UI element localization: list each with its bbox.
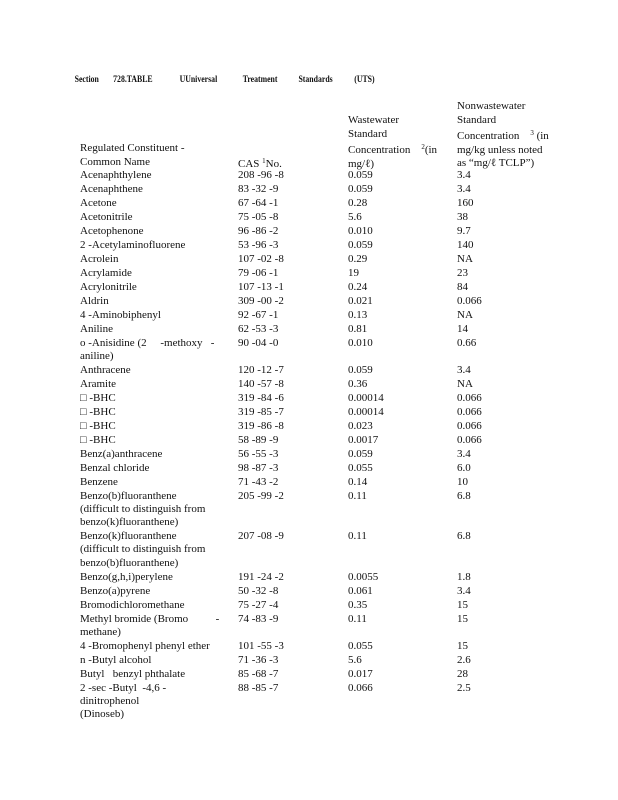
constituent-name: 4 -Aminobiphenyl	[80, 308, 161, 321]
table-row	[0, 197, 618, 210]
constituent-name: 2 -Acetylaminofluorene	[80, 238, 186, 251]
constituent-name: Aniline	[80, 322, 113, 335]
constituent-table	[0, 169, 618, 721]
nonwastewater-value: 6.8	[457, 489, 471, 502]
wastewater-value: 0.29	[348, 252, 368, 265]
wastewater-value: 0.14	[348, 475, 368, 488]
nonwastewater-value: 0.066	[457, 391, 482, 404]
nonwastewater-value: 0.066	[457, 419, 482, 432]
wastewater-value: 5.6	[348, 653, 362, 666]
cas-number: 53 -96 -3	[238, 238, 279, 251]
wastewater-value: 0.017	[348, 667, 373, 680]
constituent-name: Bromodichloromethane	[80, 598, 185, 611]
wastewater-value: 0.010	[348, 336, 373, 349]
nonwastewater-value: 15	[457, 639, 468, 652]
table-row	[0, 295, 618, 308]
nonwastewater-value: 3.4	[457, 364, 471, 376]
table-row	[0, 169, 618, 182]
wastewater-value: 0.059	[348, 447, 373, 460]
table-row	[0, 448, 618, 461]
cas-number: 50 -32 -8	[238, 584, 279, 597]
nonwastewater-value: 3.4	[457, 182, 471, 195]
nonwastewater-value: 15	[457, 598, 468, 611]
nonwastewater-value: NA	[457, 377, 473, 390]
constituent-name: Benzo(b)fluoranthene (difficult to distinguish from benzo(k)fluoranthene)	[80, 489, 206, 529]
constituent-name: n -Butyl alcohol	[80, 653, 152, 666]
wastewater-value: 0.023	[348, 419, 373, 432]
nonwastewater-value: 0.66	[457, 336, 477, 349]
cas-number: 319 -84 -6	[238, 391, 284, 404]
table-title-part: Standards	[298, 75, 333, 85]
wastewater-value: 0.11	[348, 612, 367, 625]
constituent-name: Acrolein	[80, 252, 119, 265]
column-header-cas: CAS $^1$No.	[238, 157, 282, 170]
cas-number: 92 -67 -1	[238, 308, 279, 321]
cas-number: 79 -06 -1	[238, 266, 279, 279]
table-row	[0, 267, 618, 280]
wastewater-value: 0.066	[348, 681, 373, 694]
constituent-name: Acetone	[80, 196, 117, 209]
cas-number: 75 -05 -8	[238, 210, 279, 223]
cas-number: 191 -24 -2	[238, 570, 284, 583]
cas-number: 96 -86 -2	[238, 224, 279, 237]
constituent-name: Methyl bromide (Bromo - methane)	[80, 612, 220, 638]
wastewater-value: 0.055	[348, 639, 373, 652]
nonwastewater-value: 23	[457, 266, 468, 279]
cas-number: 83 -32 -9	[238, 182, 279, 195]
constituent-name: Acetophenone	[80, 224, 144, 237]
table-row	[0, 211, 618, 224]
cas-number: 71 -43 -2	[238, 475, 279, 488]
wastewater-value: 0.24	[348, 280, 368, 293]
cas-number: 74 -83 -9	[238, 612, 279, 625]
cas-number: 140 -57 -8	[238, 377, 284, 390]
table-row	[0, 530, 618, 570]
wastewater-value: 0.059	[348, 364, 373, 376]
nonwastewater-value: 6.8	[457, 530, 471, 543]
cas-number: 88 -85 -7	[238, 681, 279, 694]
table-row	[0, 613, 618, 639]
constituent-name: Benzo(a)pyrene	[80, 584, 151, 597]
nonwastewater-value: 2.5	[457, 681, 471, 694]
constituent-name: Acrylamide	[80, 266, 132, 279]
wastewater-value: 0.13	[348, 308, 368, 321]
nonwastewater-value: NA	[457, 308, 473, 321]
table-row	[0, 378, 618, 391]
cas-number: 319 -86 -8	[238, 419, 284, 432]
wastewater-value: 0.061	[348, 584, 373, 597]
cas-number: 208 -96 -8	[238, 169, 284, 181]
constituent-name: Acenaphthene	[80, 182, 143, 195]
constituent-name: Benzo(g,h,i)perylene	[80, 570, 173, 583]
wastewater-value: 0.35	[348, 598, 368, 611]
cas-number: 75 -27 -4	[238, 598, 279, 611]
nonwastewater-value: 0.066	[457, 405, 482, 418]
constituent-name: □ -BHC	[80, 433, 116, 446]
nonwastewater-value: 15	[457, 612, 468, 625]
section-label: Section	[74, 75, 99, 85]
cas-number: 207 -08 -9	[238, 530, 284, 543]
nonwastewater-value: 28	[457, 667, 468, 680]
table-title-part: Treatment	[242, 75, 278, 85]
nonwastewater-value: 160	[457, 196, 474, 209]
constituent-name: □ -BHC	[80, 419, 116, 432]
constituent-name: Benzal chloride	[80, 461, 150, 474]
table-row	[0, 599, 618, 612]
wastewater-value: 0.11	[348, 489, 367, 502]
cas-number: 58 -89 -9	[238, 433, 279, 446]
table-row	[0, 585, 618, 598]
wastewater-value: 0.81	[348, 322, 368, 335]
table-row	[0, 225, 618, 238]
column-header-constituent: Regulated Constituent - Common Name	[80, 142, 185, 168]
nonwastewater-value: 14	[457, 322, 468, 335]
table-row	[0, 420, 618, 433]
constituent-name: Benzene	[80, 475, 118, 488]
table-row	[0, 281, 618, 294]
wastewater-value: 0.055	[348, 461, 373, 474]
wastewater-value: 0.059	[348, 238, 373, 251]
constituent-name: Benzo(k)fluoranthene (difficult to distinguish from benzo(b)fluoranthene)	[80, 530, 206, 569]
constituent-name: □ -BHC	[80, 391, 116, 404]
constituent-name: 4 -Bromophenyl phenyl ether	[80, 639, 210, 652]
table-row	[0, 434, 618, 447]
constituent-name: Aldrin	[80, 294, 109, 307]
cas-number: 309 -00 -2	[238, 294, 284, 307]
table-row	[0, 183, 618, 196]
nonwastewater-value: 0.066	[457, 294, 482, 307]
table-row	[0, 490, 618, 530]
cas-number: 98 -87 -3	[238, 461, 279, 474]
constituent-name: Butyl benzyl phthalate	[80, 667, 186, 680]
wastewater-value: 0.021	[348, 294, 373, 307]
nonwastewater-value: 140	[457, 238, 474, 251]
table-row	[0, 476, 618, 489]
wastewater-value: 0.36	[348, 377, 368, 390]
cas-number: 107 -13 -1	[238, 280, 284, 293]
table-row	[0, 337, 618, 363]
section-heading	[0, 75, 507, 89]
cas-number: 107 -02 -8	[238, 252, 284, 265]
table-row	[0, 253, 618, 266]
wastewater-value: 0.0017	[348, 433, 379, 446]
constituent-name: o -Anisidine (2 -methoxy - aniline)	[80, 336, 215, 363]
wastewater-value: 19	[348, 266, 359, 279]
table-row	[0, 392, 618, 405]
nonwastewater-value: NA	[457, 252, 473, 265]
nonwastewater-value: 9.7	[457, 224, 471, 237]
table-row	[0, 681, 618, 721]
nonwastewater-value: 3.4	[457, 584, 471, 597]
nonwastewater-value: 10	[457, 475, 468, 488]
constituent-name: Benz(a)anthracene	[80, 447, 163, 460]
wastewater-value: 0.0055	[348, 570, 379, 583]
nonwastewater-value: 2.6	[457, 653, 471, 666]
column-header-nonwastewater: Nonwastewater Standard Concentration $^3$ (in mg/kg unless noted as “mg/ℓ TCLP”)	[457, 100, 549, 170]
cas-number: 319 -85 -7	[238, 405, 284, 418]
cas-number: 120 -12 -7	[238, 364, 284, 376]
table-row	[0, 668, 618, 681]
wastewater-value: 0.00014	[348, 391, 384, 404]
nonwastewater-value: 84	[457, 280, 468, 293]
table-row	[0, 654, 618, 667]
table-row	[0, 462, 618, 475]
table-row	[0, 309, 618, 322]
cas-number: 101 -55 -3	[238, 639, 284, 652]
constituent-name: □ -BHC	[80, 405, 116, 418]
table-id: 728.TABLE	[113, 75, 153, 85]
constituent-name: Acrylonitrile	[80, 280, 137, 293]
cas-number: 62 -53 -3	[238, 322, 279, 335]
table-row	[0, 323, 618, 336]
wastewater-value: 0.059	[348, 182, 373, 195]
wastewater-value: 0.00014	[348, 405, 384, 418]
cas-number: 71 -36 -3	[238, 653, 279, 666]
cas-number: 67 -64 -1	[238, 196, 279, 209]
cas-number: 90 -04 -0	[238, 336, 279, 349]
nonwastewater-value: 6.0	[457, 461, 471, 474]
nonwastewater-value: 38	[457, 210, 468, 223]
wastewater-value: 5.6	[348, 210, 362, 223]
column-header-wastewater: Wastewater Standard Concentration $^2$(in mg/ℓ)	[348, 114, 438, 170]
nonwastewater-value: 1.8	[457, 570, 471, 583]
cas-number: 56 -55 -3	[238, 447, 279, 460]
cas-number: 85 -68 -7	[238, 667, 279, 680]
nonwastewater-value: 0.066	[457, 433, 482, 446]
wastewater-value: 0.11	[348, 530, 367, 543]
table-title-part: (UTS)	[354, 75, 375, 85]
wastewater-value: 0.28	[348, 196, 368, 209]
table-row	[0, 239, 618, 252]
wastewater-value: 0.059	[348, 169, 373, 181]
constituent-name: 2 -sec -Butyl -4,6 -dinitrophenol (Dinoseb)	[80, 681, 167, 721]
constituent-name: Anthracene	[80, 364, 131, 376]
constituent-name: Acetonitrile	[80, 210, 133, 223]
constituent-name: Aramite	[80, 377, 117, 390]
table-row	[0, 364, 618, 377]
constituent-name: Acenaphthylene	[80, 169, 152, 181]
wastewater-value: 0.010	[348, 224, 373, 237]
table-row	[0, 571, 618, 584]
table-title-part: UUniversal	[179, 75, 218, 85]
table-row	[0, 406, 618, 419]
nonwastewater-value: 3.4	[457, 447, 471, 460]
nonwastewater-value: 3.4	[457, 169, 471, 181]
cas-number: 205 -99 -2	[238, 489, 284, 502]
table-row	[0, 640, 618, 653]
